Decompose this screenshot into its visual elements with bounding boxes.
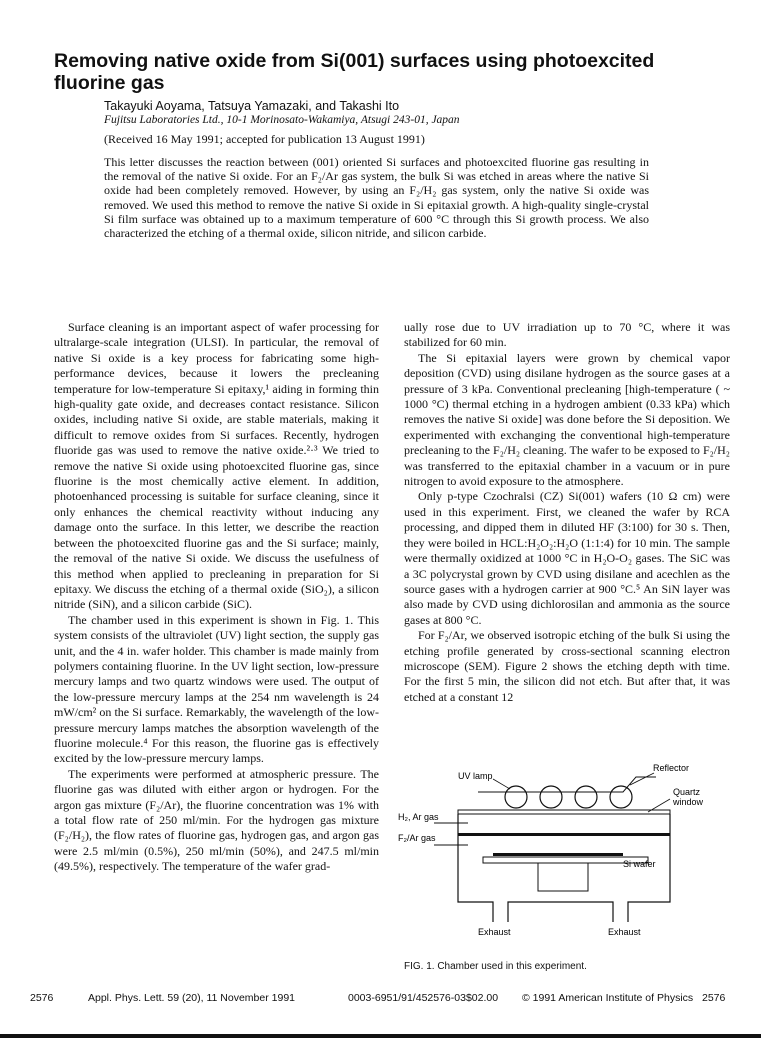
uv-lamp-shape: [540, 786, 562, 808]
reflector-leader: [630, 773, 654, 785]
article-title: Removing native oxide from Si(001) surfaces using photoexcited fluorine gas: [54, 50, 655, 94]
reflector-label: Reflector: [653, 763, 690, 773]
paragraph: ually rose due to UV irradiation up to 70 °C, where it was stabilized for 60 min.: [404, 320, 730, 350]
exhaust-right-label: Exhaust: [608, 927, 641, 937]
f2-ar-gas-label: F₂/Ar gas: [398, 833, 436, 843]
figure-caption: FIG. 1. Chamber used in this experiment.: [404, 961, 587, 972]
page-number-left: 2576: [30, 992, 54, 1004]
quartz-window-lower: [458, 833, 670, 836]
si-wafer-shape: [493, 853, 623, 856]
paragraph: For F₂/Ar, we observed isotropic etching of the bulk Si using the etching profile generated by cross-sectional scanning electron microscope (SEM). Figure 2 shows the etching depth with time. For the first 5 min, the silicon did not etch. But after that, it was etched at a constant 12: [404, 628, 730, 704]
uv-lamp-shape: [575, 786, 597, 808]
paragraph: The Si epitaxial layers were grown by chemical vapor deposition (CVD) using disilane hydrogen as the source gases at a pressure of 3 kPa. Conventional precleaning [high-temperature ( ~ 1000 °C) thermal etching in a hydrogen ambient (0.33 kPa) which removes the native Si oxide] was done before the Si deposition. We experimented with exchanging the conventional high-temperature precleaning to the F₂/H₂ cleaning. The wafer to be exposed to F₂/H₂ was transferred to the epitaxial chamber in a vacuum or in pure nitrogen to avoid exposure to the atmosphere.: [404, 350, 730, 489]
quartz-window-label: Quartz window: [673, 787, 704, 807]
copyright: © 1991 American Institute of Physics: [522, 992, 694, 1004]
right-column: [404, 320, 730, 705]
uv-lamp-label: UV lamp: [458, 771, 493, 781]
uv-lamp-shape: [505, 786, 527, 808]
affiliation: Fujitsu Laboratories Ltd., 10-1 Morinosato-Wakamiya, Atsugi 243-01, Japan: [104, 114, 460, 126]
bottom-rule: [0, 1034, 761, 1038]
journal-citation: Appl. Phys. Lett. 59 (20), 11 November 1991: [88, 992, 296, 1004]
paragraph: Surface cleaning is an important aspect of wafer processing for ultralarge-scale integration (ULSI). In particular, the removal of native Si oxide is a key process for fabricating some high-performance devices, because it lowers the precleaning temperature for low-temperature Si epitaxy,¹ aiding in forming thin high-quality gate oxide, and decreases contact resistance. Silicon oxides, including native Si oxide, are stable materials, making it difficult to remove oxides from Si surfaces. Recently, hydrogen fluoride gas was used to remove the native oxide.²·³ We tried to remove the native Si oxide using photoexcited fluorine gas, since fluorine is the most chemically active element. In addition, photoenhanced processing is suitable for surface cleaning, since it only enhances the chemical reactivity without inducing any damage onto the surface. In this letter, we describe the reaction between the photoexcited fluorine gas and the Si surface; mainly, the removal of the native Si oxide. We discuss the usefulness of this method when applied to precleaning in preparation for Si epitaxy. We discuss the etching of a thermal oxide (SiO₂), a silicon nitride (SiN), and a silicon carbide (SiC).: [54, 320, 379, 612]
chamber-diagram: [398, 757, 733, 947]
wafer-stand: [538, 863, 588, 891]
page-number-right: 2576: [702, 992, 726, 1004]
uv-lamp-shape: [610, 786, 632, 808]
quartz-window-upper: [458, 810, 670, 814]
uv-lamp-leader: [493, 779, 510, 789]
paragraph: The chamber used in this experiment is shown in Fig. 1. This system consists of the ultraviolet (UV) light section, the supply gas unit, and the 4 in. wafer holder. This chamber is made mainly from polymers containing fluorine. In the UV light section, low-pressure mercury lamps and two quartz windows were used. The output of the low-pressure mercury lamps at the 254 nm wavelength is 24 mW/cm² on the Si surface. Remarkably, the wavelength of the low-pressure mercury lamps matches the absorption wavelength of the fluorine molecule.⁴ For this reason, the fluorine gas is effectively excited by the low-pressure mercury lamps.: [54, 612, 379, 766]
si-wafer-label: Si wafer: [623, 859, 656, 869]
paragraph: The experiments were performed at atmospheric pressure. The fluorine gas was diluted with either argon or hydrogen. For the argon gas mixture (F₂/Ar), the fluorine concentration was 1% with a total flow rate of 250 ml/min. For the hydrogen gas mixture (F₂/H₂), the flow rates of fluorine gas, hydrogen gas, and argon gas were 2.5 ml/min (0.5%), 250 ml/min (50%), and 247.5 ml/min (49.5%), respectively. The temperature of the wafer grad-: [54, 766, 379, 874]
author-list: Takayuki Aoyama, Tatsuya Yamazaki, and Takashi Ito: [104, 99, 400, 113]
left-column: [54, 320, 379, 875]
paragraph: Only p-type Czochralsi (CZ) Si(001) wafers (10 Ω cm) were used in this experiment. First, we cleaned the wafer by RCA processing, and dipped them in diluted HF (3:100) for 30 s. Then, they were boiled in HCL:H₂O₂:H₂O (1:1:4) for 10 min. The sample were thermally oxidized at 1000 °C in H₂O-O₂ gases. The SiC was a 3C polycrystal grown by CVD using disilane and acechlen as the source gases with a hydrogen carrier at 900 °C.⁵ An SiN layer was also made by CVD using dichlorosilan and ammonia as the source gases at 800 °C.: [404, 489, 730, 627]
exhaust-left-label: Exhaust: [478, 927, 511, 937]
abstract: This letter discusses the reaction between (001) oriented Si surfaces and photoexcited fluorine gas resulting in the removal of the native Si oxide. For an F₂/Ar gas system, the bulk Si was etched in areas where the native Si oxide had been completely removed. However, by using an F₂/H₂ gas system, only the native Si oxide was removed. We used this method to remove the native Si oxide in Si epitaxial growth. A high-quality single-crystal Si film surface was obtained up to a maximum temperature of 600 °C through this Si growth process. We also characterized the etching of a thermal oxide, silicon nitride, and silicon carbide.: [104, 155, 649, 241]
article-code: 0003-6951/91/452576-03$02.00: [348, 992, 499, 1004]
h2-ar-gas-label: H₂, Ar gas: [398, 812, 439, 822]
received-dates: (Received 16 May 1991; accepted for publication 13 August 1991): [104, 132, 425, 146]
